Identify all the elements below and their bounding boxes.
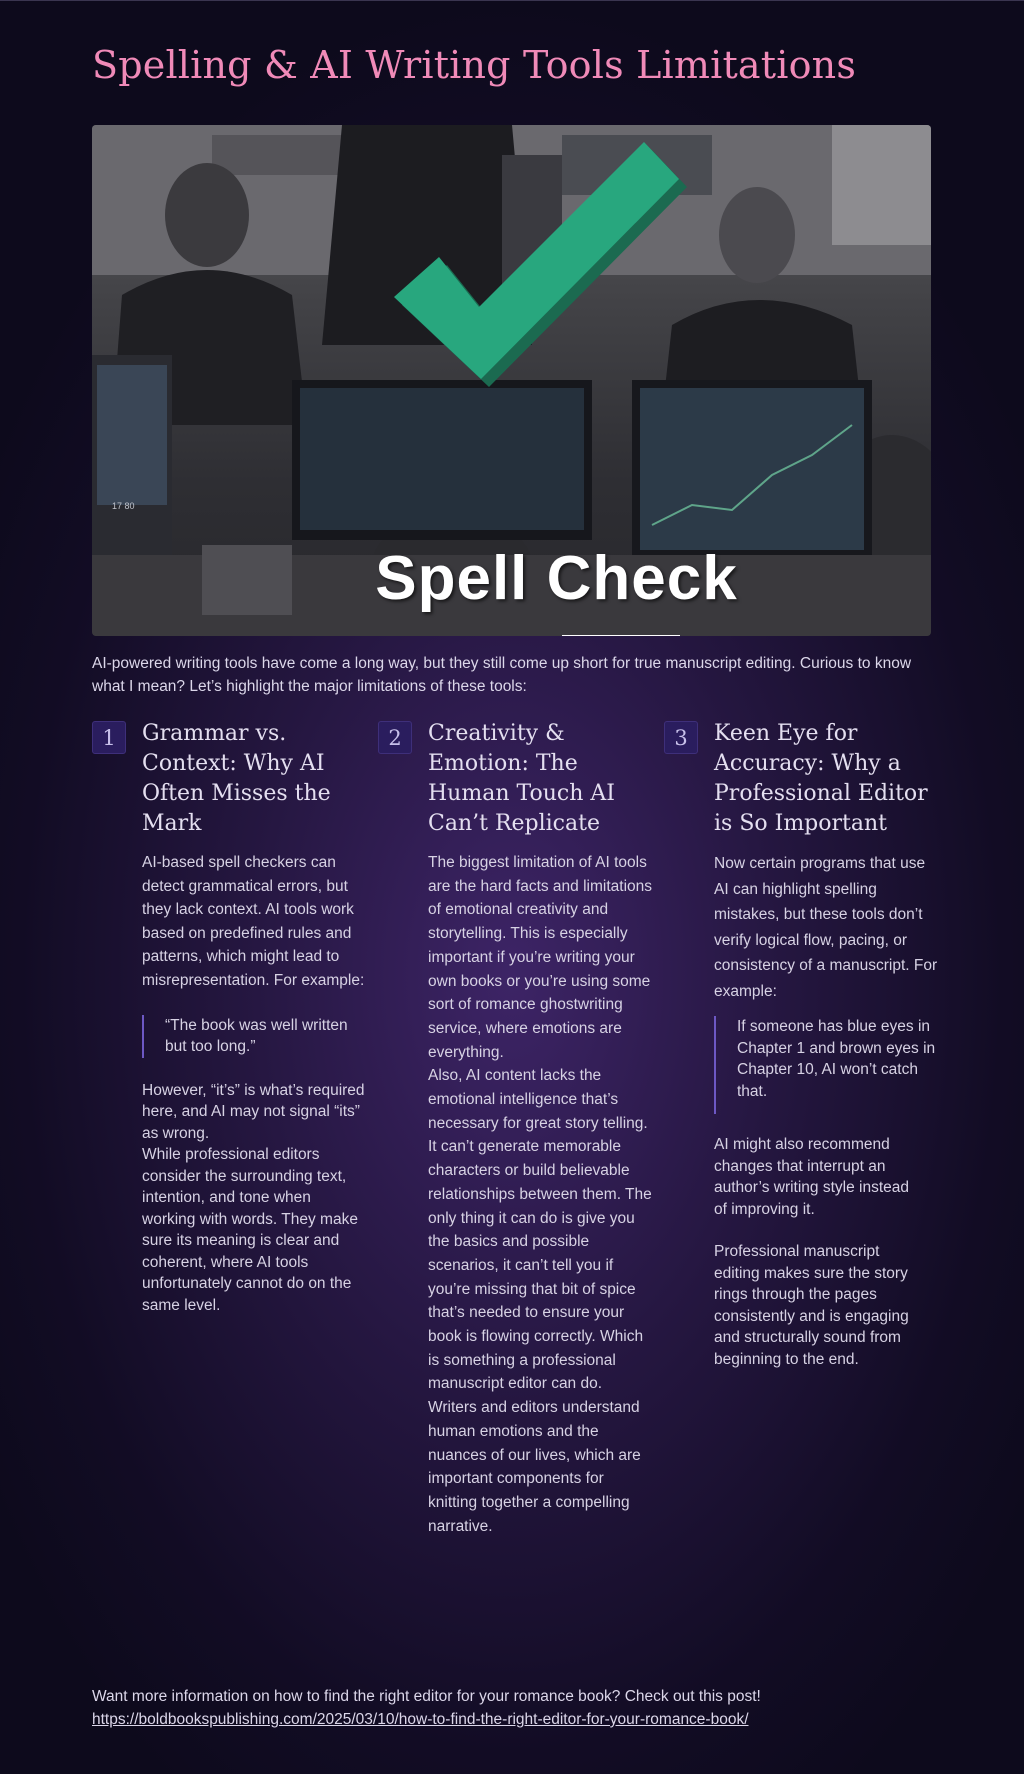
paragraph: Professional manuscript editing makes sure the story rings through the pages consistently and is engaging and structurally sound from beginning to the end. xyxy=(714,1243,909,1368)
section-number: 1 xyxy=(92,721,126,754)
quote-text: “The book was well written but too long.” xyxy=(165,1016,348,1056)
paragraph: AI-based spell checkers can detect grammatical errors, but they lack context. AI tools work based on predefined rules and patterns, which might lead to misrepresentation. For example: xyxy=(142,854,365,989)
editor-post-link[interactable]: https://boldbookspublishing.com/2025/03/10/how-to-find-the-right-editor-for-your-romance-book/ xyxy=(92,1711,749,1728)
section-number: 3 xyxy=(664,721,698,754)
footer xyxy=(92,1685,761,1731)
paragraph: It can’t generate memorable characters or build believable relationships between them. The only thing it can do is give you the basics and possible scenarios, it can’t tell you if you’re missing that bit of spice that’s needed to ensure your book is flowing correctly. Which is something a professional manuscript editor can do. xyxy=(428,1138,652,1393)
paragraph: The biggest limitation of AI tools are the hard facts and limitations of emotional creativity and storytelling. This is especially important if you’re writing your own books or you’re using some sort of romance ghostwriting service, where emotions are everything. xyxy=(428,854,653,1061)
page-title: Spelling & AI Writing Tools Limitations xyxy=(92,43,857,87)
section-number: 2 xyxy=(378,721,412,754)
quote-text: If someone has blue eyes in Chapter 1 and brown eyes in Chapter 10, AI won’t catch that. xyxy=(737,1018,936,1100)
paragraph: AI might also recommend changes that interrupt an author’s writing style instead of improving it. xyxy=(714,1136,909,1218)
paragraph: While professional editors consider the surrounding text, intention, and tone when working with words. They make sure its meaning is clear and coherent, where AI tools unfortunately cannot do on the same level. xyxy=(142,1146,358,1314)
section-heading: Grammar vs. Context: Why AI Often Misses the Mark xyxy=(142,721,331,836)
section-body xyxy=(714,851,939,1370)
hero-image[interactable] xyxy=(92,125,931,636)
paragraph: Now certain programs that use AI can highlight spelling mistakes, but these tools don’t verify logical flow, pacing, or consistency of a manuscript. For example: xyxy=(714,855,938,1000)
monitor-label: 17 80 xyxy=(112,501,135,511)
footer-text: Want more information on how to find the right editor for your romance book? Check out this post! xyxy=(92,1688,761,1705)
intro-text: AI-powered writing tools have come a long way, but they still come up short for true manuscript editing. Curious to know what I mean? Let’s highlight the major limitations of these tools: xyxy=(92,655,912,695)
section-body xyxy=(428,851,653,1538)
section-heading: Keen Eye for Accuracy: Why a Professional Editor is So Important xyxy=(714,721,928,836)
blockquote xyxy=(714,1016,939,1114)
section-heading: Creativity & Emotion: The Human Touch AI Can’t Replicate xyxy=(428,721,615,836)
paragraph: However, “it’s” is what’s required here, and AI may not signal “its” as wrong. xyxy=(142,1081,365,1142)
paragraph: Also, AI content lacks the emotional intelligence that’s necessary for great story telling. xyxy=(428,1067,648,1132)
next-button[interactable] xyxy=(562,635,680,636)
blockquote xyxy=(142,1015,367,1058)
paragraph: Writers and editors understand human emotions and the nuances of our lives, which are important components for knitting together a compelling narrative. xyxy=(428,1399,641,1535)
hero-heading: Spell Check xyxy=(375,544,738,613)
section-body xyxy=(142,851,367,1316)
